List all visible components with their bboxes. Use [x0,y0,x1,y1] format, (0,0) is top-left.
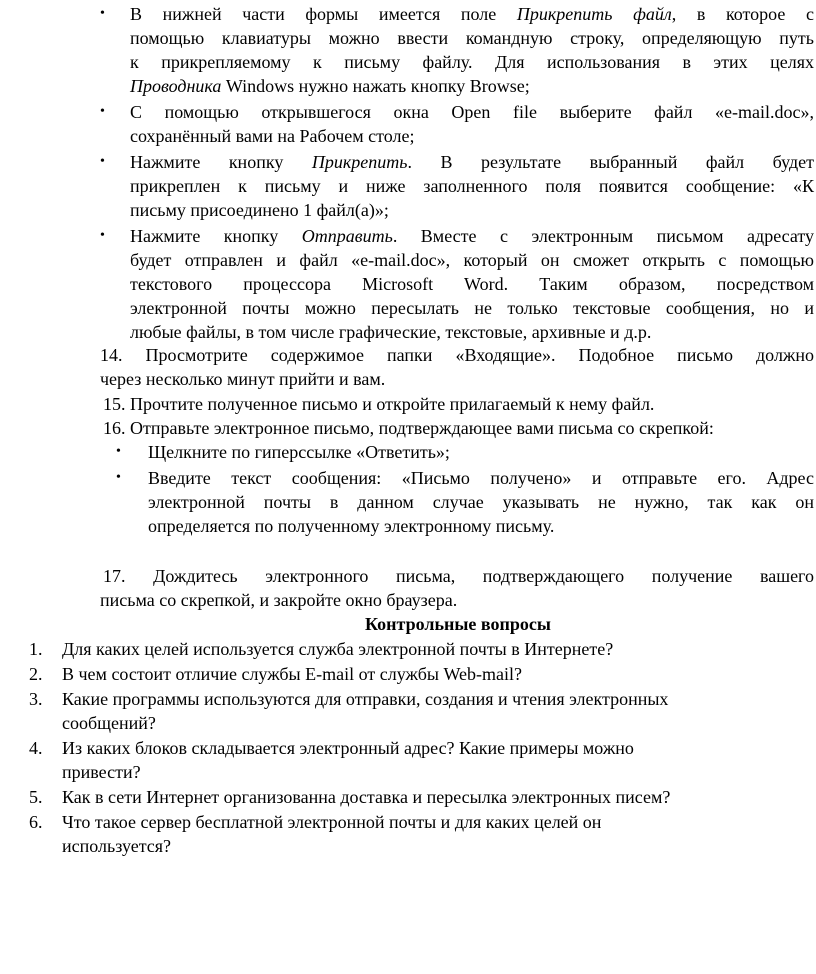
bullet-icon: • [100,154,105,169]
text-line: Введите текст сообщения: «Письмо получено» и отправьте его. Адрес [148,468,814,488]
question-text: используется? [62,836,172,856]
step-14-line-2: через несколько минут прийти и вам. [100,369,386,389]
bullet-item [100,150,814,222]
text-line: определяется по полученному электронному письму. [148,516,555,536]
step-15-paragraph [103,392,814,416]
text-line: сохранённый вами на Рабочем столе; [130,126,415,146]
question-number: 4. [29,738,43,758]
text-line: С помощью открывшегося окна Open file выберите файл «e-mail.doc», [130,102,814,122]
text-line: письму присоединено 1 файл(а)»; [130,200,389,220]
question-item [29,736,776,784]
italic-term: Прикрепить [311,152,408,172]
bullet-item [100,100,814,148]
bullet-item [100,2,814,98]
bullet-item [100,224,815,344]
italic-term: Отправить [301,226,393,246]
step-17-line-2: письма со скрепкой, и закройте окно браузера. [100,590,458,610]
text-line: Проводника Windows нужно нажать кнопку Browse; [130,76,530,96]
text-line: будет отправлен и файл «e-mail.doc», который он сможет открыть с помощью [130,250,814,270]
text-line: любые файлы, в том числе графические, текстовые, архивные и д.р. [130,322,652,342]
bullet-item [116,466,814,538]
question-item [29,810,776,858]
text-line: электронной почты можно пересылать не только текстовые сообщения, но и [130,298,814,318]
text-line: электронной почты в данном случае указывать не нужно, так как он [148,492,814,512]
italic-term: Прикрепить файл [516,4,672,24]
question-number: 6. [29,812,43,832]
question-item [29,785,776,809]
text-line: Щелкните по гиперссылке «Ответить»; [148,442,450,462]
question-number: 5. [29,787,43,807]
question-item [29,637,776,661]
question-text: Как в сети Интернет организованна доставка и пересылка электронных писем? [62,787,671,807]
step-15-text: 15. Прочтите полученное письмо и откройте прилагаемый к нему файл. [103,394,655,414]
text-line: Нажмите кнопку Прикрепить. В результате выбранный файл будет [130,152,814,172]
question-text: Что такое сервер бесплатной электронной почты и для каких целей он [62,812,602,832]
question-number: 2. [29,664,43,684]
step-16-text: 16. Отправьте электронное письмо, подтверждающее вами письма со скрепкой: [103,418,714,438]
text-line: к прикрепляемому к письму файлу. Для использования в этих целях [130,52,814,72]
question-text: сообщений? [62,713,156,733]
italic-term: Проводника [130,76,222,96]
step-17-line-1: 17. Дождитесь электронного письма, подтверждающего получение вашего [103,566,814,586]
bullet-icon: • [116,470,121,485]
question-item [29,662,776,686]
question-number: 1. [29,639,43,659]
question-text: Из каких блоков складывается электронный адрес? Какие примеры можно [62,738,634,758]
step-14-line-1: 14. Просмотрите содержимое папки «Входящие». Подобное письмо должно [100,345,814,365]
question-number: 3. [29,689,43,709]
bullet-icon: • [116,444,121,459]
bullet-icon: • [100,6,105,21]
question-text: Какие программы используются для отправки, создания и чтения электронных [62,689,669,709]
bullet-icon: • [100,104,105,119]
questions-title: Контрольные вопросы [365,614,551,634]
question-text: Для каких целей используется служба электронной почты в Интернете? [62,639,614,659]
bullet-item [116,440,814,464]
text-line: помощью клавиатуры можно ввести командную строку, определяющую путь [130,28,814,48]
step-14-continued [100,367,814,391]
step-17-continued [100,588,814,612]
question-item [29,687,776,735]
text-line: Нажмите кнопку Отправить. Вместе с электронным письмом адресату [130,226,815,246]
step-16-paragraph [103,416,814,440]
question-text: В чем состоит отличие службы E-mail от службы Web-mail? [62,664,522,684]
text-line: В нижней части формы имеется поле Прикрепить файл, в которое с [130,4,814,24]
step-14-paragraph [100,343,814,367]
text-line: текстового процессора Microsoft Word. Таким образом, посредством [130,274,814,294]
step-17-paragraph [103,564,814,588]
text-line: прикреплен к письму и ниже заполненного поля появится сообщение: «К [130,176,814,196]
question-text: привести? [62,762,141,782]
bullet-icon: • [100,228,105,243]
